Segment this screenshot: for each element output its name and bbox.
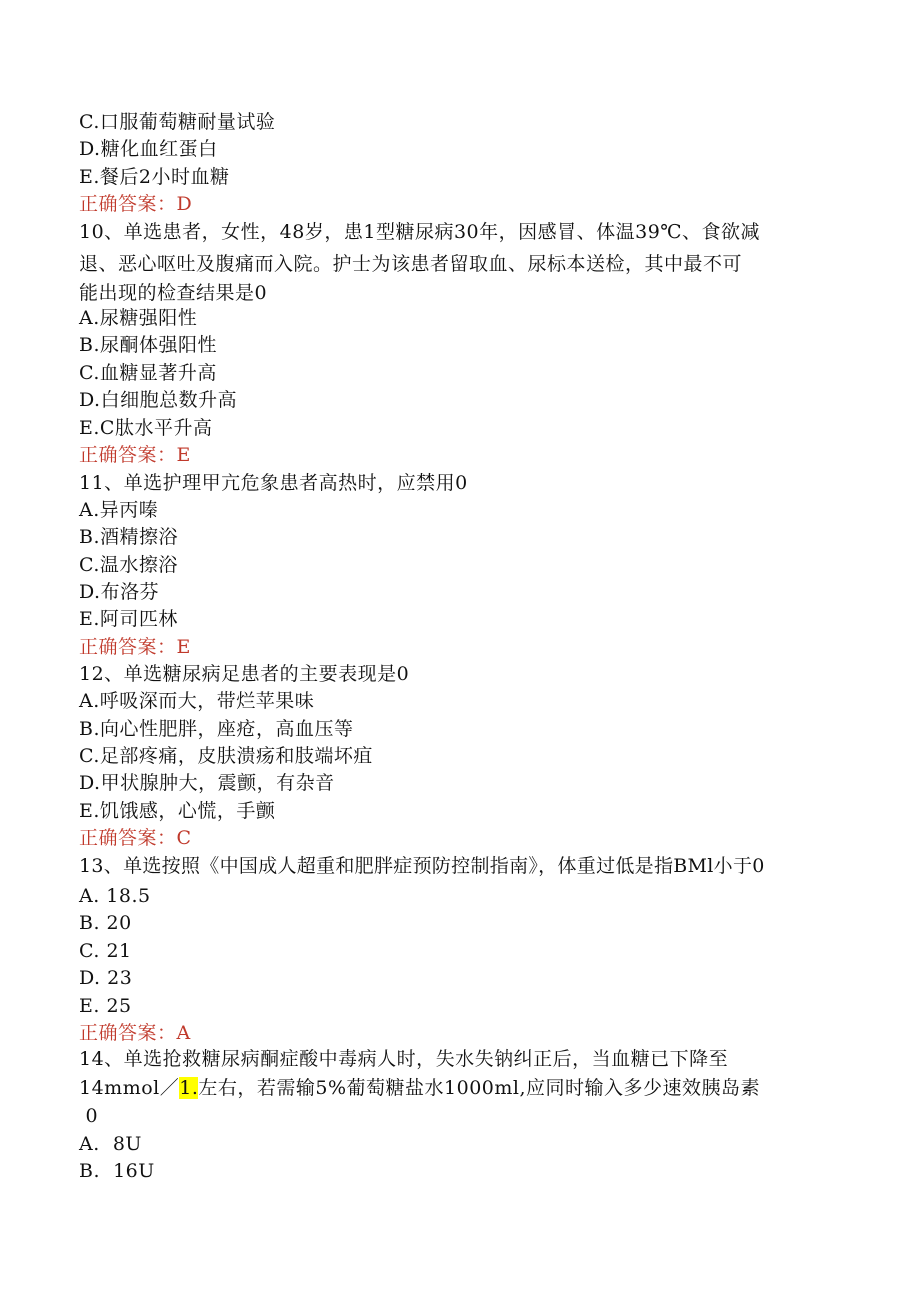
q13-option-a: A. 18.5 — [79, 885, 151, 907]
q10-stem-line3: 能出现的检查结果是0 — [79, 282, 268, 304]
q13-option-b: B. 20 — [79, 912, 132, 934]
q10-option-e: E.C肽水平升高 — [79, 417, 213, 439]
q13-option-e: E. 25 — [79, 995, 132, 1017]
q10-option-b: B.尿酮体强阳性 — [79, 334, 218, 356]
q12-answer: 正确答案：C — [79, 827, 192, 849]
q13-answer: 正确答案：A — [79, 1022, 191, 1044]
q14-stem-line2-pre: 14mmol／ — [79, 1077, 180, 1099]
q11-option-a: A.异丙嗪 — [79, 499, 159, 521]
q9-option-d: D.糖化血红蛋白 — [79, 138, 218, 160]
q14-option-a: A. 8U — [79, 1133, 142, 1155]
q11-option-e: E.阿司匹林 — [79, 608, 178, 630]
q13-stem: 13、单选按照《中国成人超重和肥胖症预防控制指南》，体重过低是指BMl小于0 — [79, 855, 765, 877]
q9-option-e: E.餐后2小时血糖 — [79, 166, 230, 188]
q14-highlighted-text: 1. — [179, 1077, 199, 1099]
q14-option-b: B. 16U — [79, 1160, 155, 1182]
q14-stem-line2-post: 左右，若需输5%葡萄糖盐水1000ml,应同时输入多少速效胰岛素 — [198, 1077, 761, 1099]
q9-answer: 正确答案：D — [79, 193, 193, 215]
q12-option-e: E.饥饿感，心慌，手颤 — [79, 800, 276, 822]
q10-option-a: A.尿糖强阳性 — [79, 307, 198, 329]
q10-stem-line1: 10、单选患者，女性，48岁，患1型糖尿病30年，因感冒、体温39℃、食欲减 — [79, 221, 761, 243]
q11-option-c: C.温水擦浴 — [79, 554, 178, 576]
q14-stem-line3: 0 — [79, 1105, 99, 1127]
q10-stem-line2: 退、恶心呕吐及腹痛而入院。护士为该患者留取血、尿标本送检，其中最不可 — [79, 253, 743, 275]
q14-stem-line2 — [79, 1076, 760, 1100]
q11-option-b: B.酒精擦浴 — [79, 526, 179, 548]
q10-answer: 正确答案：E — [79, 444, 191, 466]
q13-option-d: D. 23 — [79, 967, 133, 989]
q12-option-b: B.向心性肥胖，座疮，高血压等 — [79, 718, 354, 740]
q12-option-d: D.甲状腺肿大，震颤，有杂音 — [79, 772, 335, 794]
q10-option-c: C.血糖显著升高 — [79, 362, 217, 384]
q11-stem: 11、单选护理甲亢危象患者高热时，应禁用0 — [79, 472, 468, 494]
q14-stem-line1: 14、单选抢救糖尿病酮症酸中毒病人时，失水失钠纠正后，当血糖已下降至 — [79, 1048, 729, 1070]
q12-option-c: C.足部疼痛，皮肤溃疡和肢端坏疽 — [79, 745, 373, 767]
q12-option-a: A.呼吸深而大，带烂苹果味 — [79, 690, 315, 712]
q13-option-c: C. 21 — [79, 940, 132, 962]
q12-stem: 12、单选糖尿病足患者的主要表现是0 — [79, 663, 410, 685]
q9-option-c: C.口服葡萄糖耐量试验 — [79, 111, 276, 133]
q11-answer: 正确答案：E — [79, 636, 191, 658]
q11-option-d: D.布洛芬 — [79, 581, 160, 603]
q10-option-d: D.白细胞总数升高 — [79, 389, 238, 411]
